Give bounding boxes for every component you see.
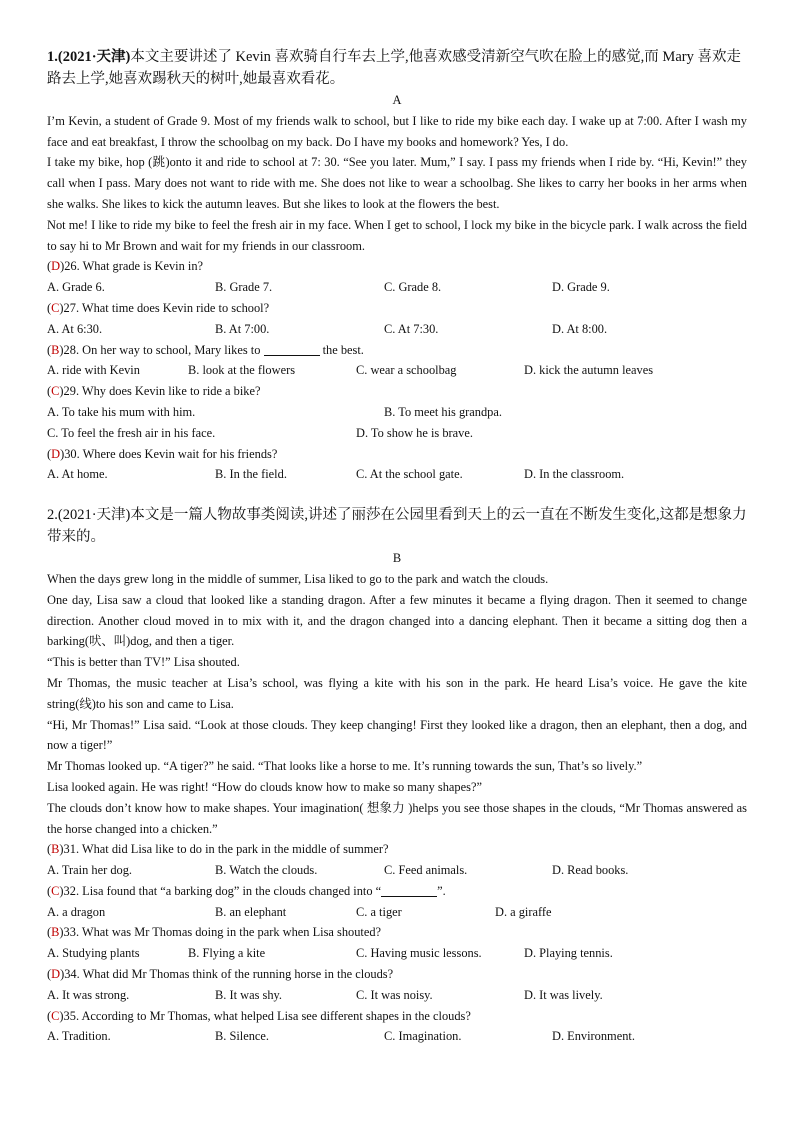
option: B. At 7:00. — [215, 321, 270, 336]
option: B. To meet his grandpa. — [384, 404, 502, 419]
section1-heading — [47, 46, 747, 90]
question-32: (C)32. Lisa found that “a barking dog” in the clouds changed into “ ”. — [47, 883, 446, 898]
option: D. kick the autumn leaves — [524, 363, 654, 378]
passage-b-paragraph: “This is better than TV!” Lisa shouted. — [47, 655, 240, 670]
option: B. look at the flowers — [188, 363, 296, 378]
section1-intro: 本文主要讲述了 Kevin 喜欢骑自行车去上学,他喜欢感受清新空气吹在脸上的感觉,而 Mary 喜欢走路去上学,她喜欢踢秋天的树叶,她最喜欢看花。 — [47, 49, 741, 87]
options-31 — [47, 860, 747, 881]
question-31-text: 31. What did Lisa like to do in the park in the middle of summer? — [63, 842, 389, 857]
answer-32: C — [51, 883, 60, 898]
question-33: (B)33. What was Mr Thomas doing in the park when Lisa shouted? — [47, 925, 382, 940]
option: B. Grade 7. — [215, 280, 273, 295]
options-32 — [47, 902, 747, 923]
options-27 — [47, 319, 747, 340]
option: C. Imagination. — [384, 1029, 462, 1044]
options-26 — [47, 277, 747, 298]
section2-number: 2.(2021·天津) — [47, 507, 131, 524]
options-29a — [47, 402, 747, 423]
option: C. Feed animals. — [384, 863, 468, 878]
options-29b — [47, 423, 747, 444]
option: B. In the field. — [215, 467, 287, 482]
question-27-text: 27. What time does Kevin ride to school? — [63, 300, 270, 315]
option: A. At 6:30. — [47, 321, 103, 336]
passage-b-paragraph: One day, Lisa saw a cloud that looked like a standing dragon. After a few minutes it became a flying dragon. Then it seemed to change direction. Another cloud moved in to mix with it, and the dragon changed into a dancing elephant. Then it became a sitting dog then a barking(吠、叫)dog, and then a tiger. — [47, 592, 747, 649]
passage-b-paragraph: Mr Thomas, the music teacher at Lisa’s school, was flying a kite with his son in the park. He heard Lisa’s voice. He gave the kite string(线)to his son and came to Lisa. — [47, 675, 747, 711]
option: A. a dragon — [47, 904, 106, 919]
passage-b-paragraph: Mr Thomas looked up. “A tiger?” he said. “That looks like a horse to me. It’s running towards the sun, That’s so lively.” — [47, 759, 643, 774]
question-27: (C)27. What time does Kevin ride to school? — [47, 300, 270, 315]
option: D. Environment. — [552, 1029, 635, 1044]
question-29: (C)29. Why does Kevin like to ride a bike? — [47, 384, 261, 399]
answer-26: D — [51, 259, 61, 274]
passage-b-label: B — [392, 551, 402, 566]
section2-intro: 本文是一篇人物故事类阅读,讲述了丽莎在公园里看到天上的云一直在不断发生变化,这都是想象力带来的。 — [47, 507, 747, 546]
option: C. To feel the fresh air in his face. — [47, 425, 216, 440]
option: A. ride with Kevin — [47, 363, 140, 378]
question-31: (B)31. What did Lisa like to do in the park in the middle of summer? — [47, 842, 389, 857]
option: A. Grade 6. — [47, 280, 105, 295]
options-30 — [47, 464, 747, 485]
question-34: (D)34. What did Mr Thomas think of the running horse in the clouds? — [47, 967, 394, 982]
option: C. Grade 8. — [384, 280, 442, 295]
answer-29: C — [51, 384, 60, 399]
question-32-text: 32. Lisa found that “a barking dog” in the clouds changed into “ — [63, 883, 382, 898]
option: A. Train her dog. — [47, 863, 133, 878]
passage-a-paragraph: I take my bike, hop (跳)onto it and ride to school at 7: 30. “See you later. Mum,” I say. I pass my friends when I ride by. “Hi, Kevin!” they call when I pass. Mary does not want to ride with me. She does not like to wear a schoolbag. She likes to carry her books in her arms when she walks. She likes to kick the autumn leaves. But she likes to look at the flowers the best. — [47, 155, 747, 211]
question-29-text: 29. Why does Kevin like to ride a bike? — [63, 384, 261, 399]
question-35: (C)35. According to Mr Thomas, what helped Lisa see different shapes in the clouds? — [47, 1008, 471, 1023]
option: D. In the classroom. — [524, 467, 625, 482]
option: C. At the school gate. — [356, 467, 463, 482]
option: B. Watch the clouds. — [215, 863, 318, 878]
option: B. It was shy. — [215, 987, 282, 1002]
option: C. wear a schoolbag — [356, 363, 457, 378]
option: A. It was strong. — [47, 987, 130, 1002]
option: A. Tradition. — [47, 1029, 111, 1044]
section1-number: 1.(2021·天津) — [47, 49, 131, 65]
answer-blank — [381, 884, 437, 897]
options-35 — [47, 1026, 747, 1047]
options-34 — [47, 985, 747, 1006]
passage-b-paragraph: “Hi, Mr Thomas!” Lisa said. “Look at those clouds. They keep changing! First they looked like a dragon, then an elephant, then a dog, and now a tiger!” — [47, 717, 747, 753]
question-34-text: 34. What did Mr Thomas think of the running horse in the clouds? — [64, 967, 394, 982]
passage-a-paragraph: Not me! I like to ride my bike to feel the fresh air in my face. When I get to school, I lock my bike in the bicycle park. I walk across the field to say hi to Mr Brown and wait for my friends in our classroom. — [47, 217, 747, 253]
option: C. a tiger — [356, 904, 402, 919]
answer-35: C — [51, 1008, 60, 1023]
options-28 — [47, 360, 747, 381]
option: D. Playing tennis. — [524, 946, 613, 961]
option: D. At 8:00. — [552, 321, 608, 336]
question-28: (B)28. On her way to school, Mary likes to the best. — [47, 342, 364, 357]
option: D. a giraffe — [495, 904, 552, 919]
question-26: (D)26. What grade is Kevin in? — [47, 259, 204, 274]
option: D. Grade 9. — [552, 280, 610, 295]
passage-a-label: A — [392, 93, 402, 107]
question-33-text: 33. What was Mr Thomas doing in the park when Lisa shouted? — [63, 925, 382, 940]
option: D. Read books. — [552, 863, 629, 878]
passage-a-paragraph: I’m Kevin, a student of Grade 9. Most of my friends walk to school, but I like to ride my bike each day. I wake up at 7:00. After I wash my face and eat breakfast, I throw the schoolbag on my back. Do I have my books and homework? Yes, I do. — [47, 113, 747, 149]
question-28-text-end: the best. — [322, 342, 364, 357]
option: B. Flying a kite — [188, 946, 266, 961]
answer-33: B — [51, 925, 60, 940]
question-30-text: 30. Where does Kevin wait for his friends? — [64, 446, 278, 461]
option: C. It was noisy. — [356, 987, 433, 1002]
worksheet-page — [47, 46, 747, 1047]
passage-b-paragraph: When the days grew long in the middle of summer, Lisa liked to go to the park and watch the clouds. — [47, 571, 549, 586]
option: A. To take his mum with him. — [47, 404, 196, 419]
answer-31: B — [51, 842, 60, 857]
passage-b-paragraph: The clouds don’t know how to make shapes. Your imagination( 想象力 )helps you see those shapes in the clouds, “Mr Thomas answered as the horse changed into a chicken.” — [47, 800, 747, 836]
question-32-text-end: ”. — [437, 883, 446, 898]
answer-27: C — [51, 300, 60, 315]
question-30: (D)30. Where does Kevin wait for his friends? — [47, 446, 278, 461]
answer-34: D — [51, 967, 61, 982]
option: D. It was lively. — [524, 987, 603, 1002]
question-26-text: 26. What grade is Kevin in? — [64, 259, 204, 274]
passage-b-paragraph: Lisa looked again. He was right! “How do clouds know how to make so many shapes?” — [47, 779, 482, 794]
options-33 — [47, 943, 747, 964]
answer-28: B — [51, 342, 60, 357]
option: D. To show he is brave. — [356, 425, 473, 440]
answer-blank — [264, 343, 320, 356]
question-28-text: 28. On her way to school, Mary likes to — [63, 342, 261, 357]
option: C. Having music lessons. — [356, 946, 482, 961]
option: A. Studying plants — [47, 946, 140, 961]
answer-30: D — [51, 446, 61, 461]
option: B. an elephant — [215, 904, 287, 919]
option: A. At home. — [47, 467, 108, 482]
question-35-text: 35. According to Mr Thomas, what helped Lisa see different shapes in the clouds? — [63, 1008, 471, 1023]
option: B. Silence. — [215, 1029, 270, 1044]
option: C. At 7:30. — [384, 321, 439, 336]
section2-heading — [47, 504, 747, 548]
